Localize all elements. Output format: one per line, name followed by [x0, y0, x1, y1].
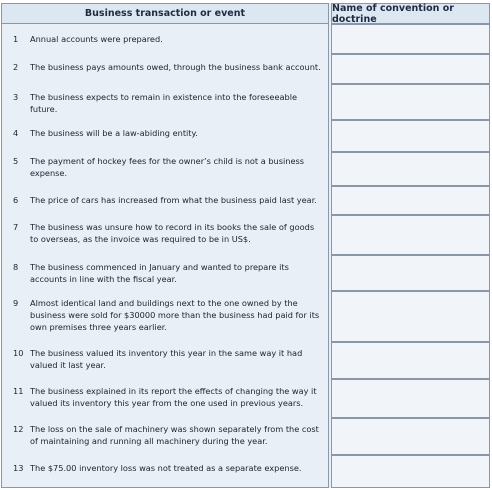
row-number: 9 — [13, 298, 19, 308]
header-transaction-label: Business transaction or event — [84, 8, 246, 19]
answer-cell[interactable] — [331, 84, 490, 120]
table-row — [13, 61, 323, 73]
answer-cell[interactable] — [331, 255, 490, 291]
answer-cell[interactable] — [331, 152, 490, 186]
header-transaction — [1, 3, 329, 24]
table-row — [13, 261, 323, 285]
row-text: The loss on the sale of machinery was shown separately from the cost of maintaining and running all machinery during the year. — [30, 424, 319, 446]
row-text: The business valued its inventory this year in the same way it had valued it last year. — [30, 348, 303, 370]
row-text: The price of cars has increased from what the business paid last year. — [30, 195, 317, 205]
answer-cell[interactable] — [331, 120, 490, 152]
row-text: The business commenced in January and wanted to prepare its accounts in line with the fiscal year. — [30, 262, 289, 284]
row-text: The payment of hockey fees for the owner’s child is not a business expense. — [30, 156, 305, 178]
row-number: 4 — [13, 128, 19, 138]
row-number: 12 — [13, 424, 24, 434]
table-row — [13, 127, 323, 139]
table-row — [13, 33, 323, 45]
convention-table — [1, 3, 490, 488]
table-row — [13, 91, 323, 115]
table-row — [13, 347, 323, 371]
row-text: The business will be a law-abiding entity. — [30, 128, 198, 138]
table-row — [13, 194, 323, 206]
table-row — [13, 385, 323, 409]
row-text: The business expects to remain in existence into the foreseeable future. — [30, 92, 298, 114]
row-text: The business pays amounts owed, through the business bank account. — [30, 62, 321, 72]
table-row — [13, 221, 323, 245]
table-row — [13, 297, 323, 333]
row-text: Annual accounts were prepared. — [30, 34, 163, 44]
row-number: 8 — [13, 262, 19, 272]
answer-cell[interactable] — [331, 379, 490, 418]
row-number: 3 — [13, 92, 19, 102]
answer-cell[interactable] — [331, 215, 490, 255]
table-row — [13, 423, 323, 447]
answer-cell[interactable] — [331, 24, 490, 54]
row-number: 5 — [13, 156, 19, 166]
header-convention-label: Name of convention or doctrine — [332, 2, 454, 25]
answer-cell[interactable] — [331, 342, 490, 379]
convention-column — [331, 24, 490, 488]
row-text: The business was unsure how to record in its books the sale of goods to overseas, as the invoice was required to be in US$. — [30, 222, 315, 244]
row-number: 2 — [13, 62, 19, 72]
row-text: Almost identical land and buildings next to the one owned by the business were sold for $30000 more than the business had paid for its own premises three years earlier. — [30, 298, 320, 332]
row-text: The $75.00 inventory loss was not treated as a separate expense. — [30, 463, 302, 473]
row-number: 11 — [13, 386, 24, 396]
row-number: 10 — [13, 348, 24, 358]
row-number: 7 — [13, 222, 19, 232]
row-text: The business explained in its report the effects of changing the way it valued its inventory this year from the one used in previous years. — [30, 386, 317, 408]
row-number: 6 — [13, 195, 19, 205]
table-row — [13, 462, 323, 474]
answer-cell[interactable] — [331, 455, 490, 488]
header-convention — [331, 3, 490, 24]
table-row — [13, 155, 323, 179]
answer-cell[interactable] — [331, 418, 490, 455]
row-number: 13 — [13, 463, 24, 473]
answer-cell[interactable] — [331, 54, 490, 84]
answer-cell[interactable] — [331, 186, 490, 215]
answer-cell[interactable] — [331, 291, 490, 342]
row-number: 1 — [13, 34, 19, 44]
